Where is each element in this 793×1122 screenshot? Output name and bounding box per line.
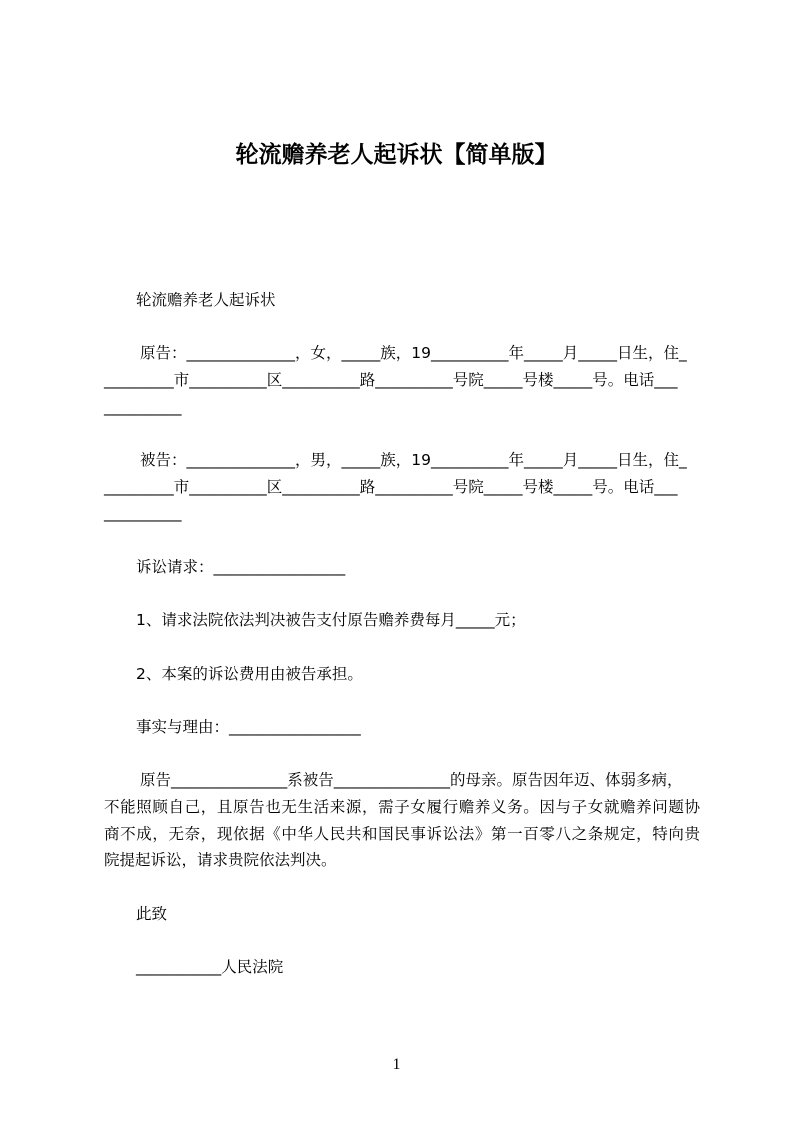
claim-item: 2、本案的诉讼费用由被告承担。 xyxy=(136,664,363,683)
document-heading: 轮流赡养老人起诉状 xyxy=(136,291,276,309)
facts-label: 事实与理由：_________________ xyxy=(136,717,361,736)
page-number: 1 xyxy=(392,1056,401,1073)
facts-paragraph xyxy=(104,767,700,874)
claim-item: 1、请求法院依法判决被告支付原告赡养费每月_____元； xyxy=(136,611,526,630)
defendant-line: _________市__________区__________路__________号院_____号楼_____号。电话___ xyxy=(104,477,678,496)
defendant-line: __________ xyxy=(104,504,182,523)
claims-label: 诉讼请求：_________________ xyxy=(136,557,346,576)
defendant-paragraph xyxy=(104,447,700,527)
facts-line: 原告_______________系被告_______________的母亲。原告因年迈、体弱多病， xyxy=(140,771,683,790)
document-title: 轮流赡养老人起诉状【简单版】 xyxy=(235,142,558,168)
plaintiff-line: __________ xyxy=(104,397,182,416)
plaintiff-line: _________市__________区__________路__________号院_____号楼_____号。电话___ xyxy=(104,371,678,390)
facts-line: 商不成，无奈，现依据《中华人民共和国民事诉讼法》第一百零八之条规定，特向贵 xyxy=(104,824,700,843)
defendant-line: 被告：______________，男，_____族，19__________年_____月_____日生，住_ xyxy=(140,451,687,470)
facts-line: 不能照顾自己，且原告也无生活来源，需子女履行赡养义务。因与子女就赡养问题协 xyxy=(104,797,700,816)
court-name: ___________人民法院 xyxy=(136,958,284,977)
facts-line: 院提起诉讼，请求贵院依法判决。 xyxy=(104,851,337,870)
document-body xyxy=(104,287,700,981)
plaintiff-line: 原告：______________，女，_____族，19__________年_____月_____日生，住_ xyxy=(140,344,687,363)
closing-salutation: 此致 xyxy=(136,904,168,923)
plaintiff-paragraph xyxy=(104,340,700,420)
